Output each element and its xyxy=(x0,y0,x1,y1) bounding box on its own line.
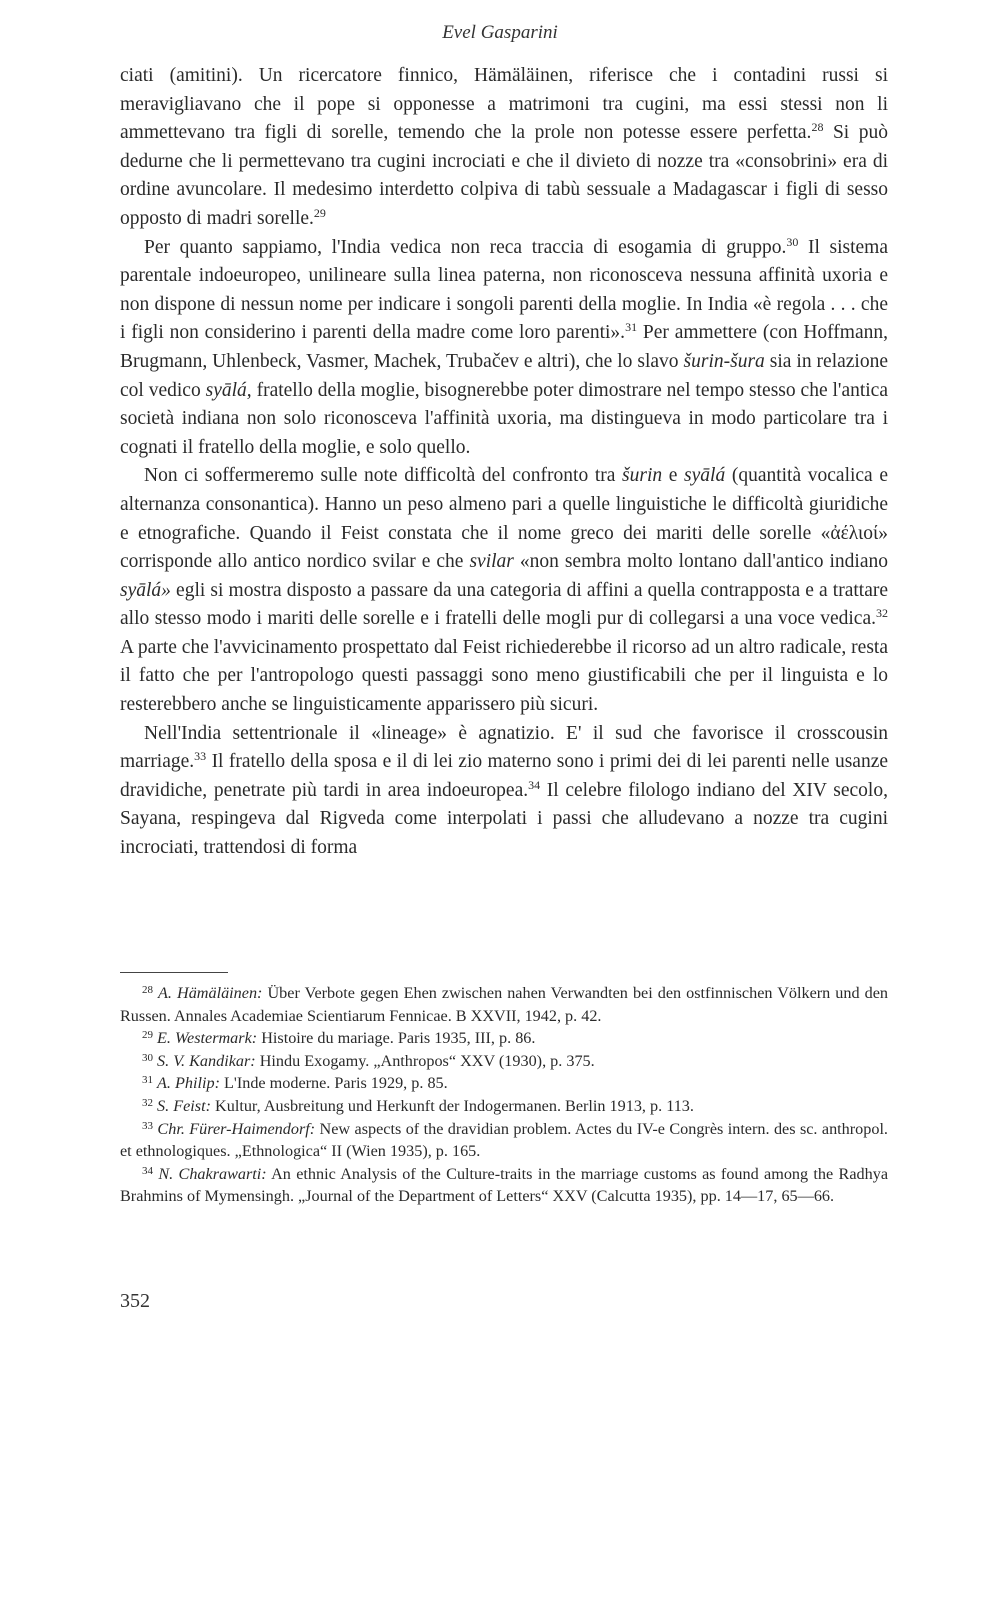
footnote-ref: 33 xyxy=(194,749,207,764)
footnote xyxy=(120,1118,888,1163)
text-run: Il sistema parentale indoeuropeo, unilineare sulla linea paterna, non riconosceva nessuna affinità uxoria e non dispone di nessun nome per indicare i songoli parenti della moglie. In India «è regola . . . che i figli non considerino i parenti della madre come loro parenti». xyxy=(120,236,889,344)
text-run: Per quanto sappiamo, l'India vedica non reca traccia di esogamia di gruppo. xyxy=(144,236,787,258)
text-run: Il celebre filologo indiano del XIV secolo, Sayana, respingeva dal Rigveda come interpolati i passi che alludevano a nozze tra cugini incrociati, trattendosi di forma xyxy=(120,779,888,859)
footnotes xyxy=(120,982,888,1208)
footnote-ref: 31 xyxy=(625,320,638,335)
footnote-ref: 30 xyxy=(786,234,799,249)
page-number: 352 xyxy=(120,1290,150,1312)
footnote-ref: 34 xyxy=(528,777,541,792)
footnote-text: Hindu Exogamy. „Anthropos“ XXV (1930), p. 375. xyxy=(255,1051,595,1070)
running-head: Evel Gasparini xyxy=(442,22,558,43)
footnote-author: A. Hämäläinen: xyxy=(158,984,263,1002)
text-run: Il fratello della sposa e il di lei zio materno sono i primi dei di lei parenti nelle usanze dravidiche, penetrate più tardi in area indoeuropea. xyxy=(120,751,888,801)
paragraph-3 xyxy=(120,462,888,719)
paragraph-4 xyxy=(120,720,888,863)
footnote-author: S. Feist: xyxy=(157,1096,211,1115)
italic-term: syālá» xyxy=(120,579,171,601)
footnote-ref: 29 xyxy=(313,205,326,220)
footnote-number: 32 xyxy=(142,1096,153,1109)
footnote-text: Histoire du mariage. Paris 1935, III, p. 86. xyxy=(257,1029,536,1048)
italic-term: šurin-šura xyxy=(683,350,765,372)
text-run: Si può dedurne che li permettevano tra cugini incrociati e che il divieto di nozze tra «consobrini» era di ordine avuncolare. Il medesimo interdetto colpiva di tabù sessuale a Madagascar i figli di sesso opposto di madri sorelle. xyxy=(120,122,888,229)
footnote xyxy=(120,982,888,1027)
footnote xyxy=(120,1027,888,1050)
text-run: fratello della moglie, bisognerebbe poter dimostrare nel tempo stesso che l'antica società indiana non solo riconosceva l'affinità uxoria, ma distingueva in modo particolare tra i cognati il fratello della moglie, e solo quello. xyxy=(120,379,888,458)
text-run: A parte che l'avvicinamento prospettato dal Feist richiederebbe il ricorso ad un altro radicale, resta il fatto che per l'antropologo questi passaggi sono meno giustificabili che per il linguista e lo resterebbero anche se linguisticamente apparissero più sicuri. xyxy=(120,636,888,716)
footnote-number: 29 xyxy=(142,1029,153,1042)
text-run: e xyxy=(662,465,685,487)
footnote xyxy=(120,1072,888,1095)
paragraph-1 xyxy=(120,62,888,234)
text-run: ciati (amitini). Un ricercatore finnico, Hämäläinen, riferisce che i contadini russi si meravigliavano che il pope si opponesse a matrimoni tra cugini, ma essi stessi non li ammettevano tra figli di sorelle, temendo che la prole non potesse essere perfetta. xyxy=(120,65,888,144)
footnote-text: An ethnic Analysis of the Culture-traits in the marriage customs as found among the Radhya Brahmins of Mymensingh. „Journal of the Department of Letters“ XXV (Calcutta 1935), pp. 14—17, 65—66. xyxy=(120,1164,888,1206)
italic-term: svilar xyxy=(469,551,514,573)
footnote-text: L'Inde moderne. Paris 1929, p. 85. xyxy=(220,1074,448,1093)
footnote-text: New aspects of the dravidian problem. Actes du IV-e Congrès intern. des sc. anthropol. et ethnologiques. „Ethnologica“ II (Wien 1935), p. 165. xyxy=(120,1119,888,1161)
footnote xyxy=(120,1163,888,1208)
footnote-author: A. Philip: xyxy=(157,1074,220,1093)
text-run: Non ci soffermeremo sulle note difficoltà del confronto tra xyxy=(144,465,623,487)
main-text xyxy=(120,62,888,863)
footnote-separator xyxy=(120,972,228,973)
footnote xyxy=(120,1050,888,1073)
paragraph-2 xyxy=(120,234,888,463)
text-run: Nell'India settentrionale il «lineage» è agnatizio. E' il sud che favorisce il crosscousin marriage. xyxy=(120,722,888,773)
text-run: sia in relazione col vedico xyxy=(120,350,888,401)
footnote-number: 33 xyxy=(142,1119,153,1132)
footnote-author: N. Chakrawarti: xyxy=(158,1164,267,1183)
text-run: egli si mostra disposto a passare da una categoria di affini a quella contrapposta e a trattare allo stesso modo i mariti delle sorelle e i fratelli delle mogli pur di collegarsi a una voce vedica. xyxy=(120,579,888,630)
text-run: «non sembra molto lontano dall'antico indiano xyxy=(513,551,888,573)
text-run: Per ammettere (con Hoffmann, Brugmann, Uhlenbeck, Vasmer, Machek, Trubačev e altri), che lo slavo xyxy=(120,322,888,372)
footnote-text: Kultur, Ausbreitung und Herkunft der Indogermanen. Berlin 1913, p. 113. xyxy=(211,1096,694,1115)
italic-term: šurin xyxy=(622,465,663,487)
footnote-text: Über Verbote gegen Ehen zwischen nahen Verwandten bei den ostfinnischen Völkern und den Russen. Annales Academiae Scientiarum Fennicae. B XXVII, 1942, p. 42. xyxy=(120,984,888,1025)
footnote-author: S. V. Kandikar: xyxy=(157,1051,256,1070)
text-run: (quantità vocalica e alternanza consonantica). Hanno un peso almeno pari a quelle linguistiche le difficoltà giuridiche e etnografiche. Quando il Feist constata che il nome greco dei mariti delle sorelle «ἀέλιοί» corrisponde allo antico nordico svilar e che xyxy=(120,465,888,573)
footnote-author: E. Westermark: xyxy=(157,1029,258,1048)
italic-term: syālá, xyxy=(205,379,252,401)
footnote-ref: 28 xyxy=(811,120,824,135)
footnote-number: 30 xyxy=(142,1051,153,1064)
italic-term: syālá xyxy=(684,465,726,487)
footnote-number: 34 xyxy=(142,1164,153,1177)
footnote-number: 31 xyxy=(142,1074,153,1087)
footnote xyxy=(120,1095,888,1118)
footnote-author: Chr. Fürer-Haimendorf: xyxy=(157,1119,316,1138)
footnote-ref: 32 xyxy=(876,606,888,621)
footnote-number: 28 xyxy=(142,984,153,996)
